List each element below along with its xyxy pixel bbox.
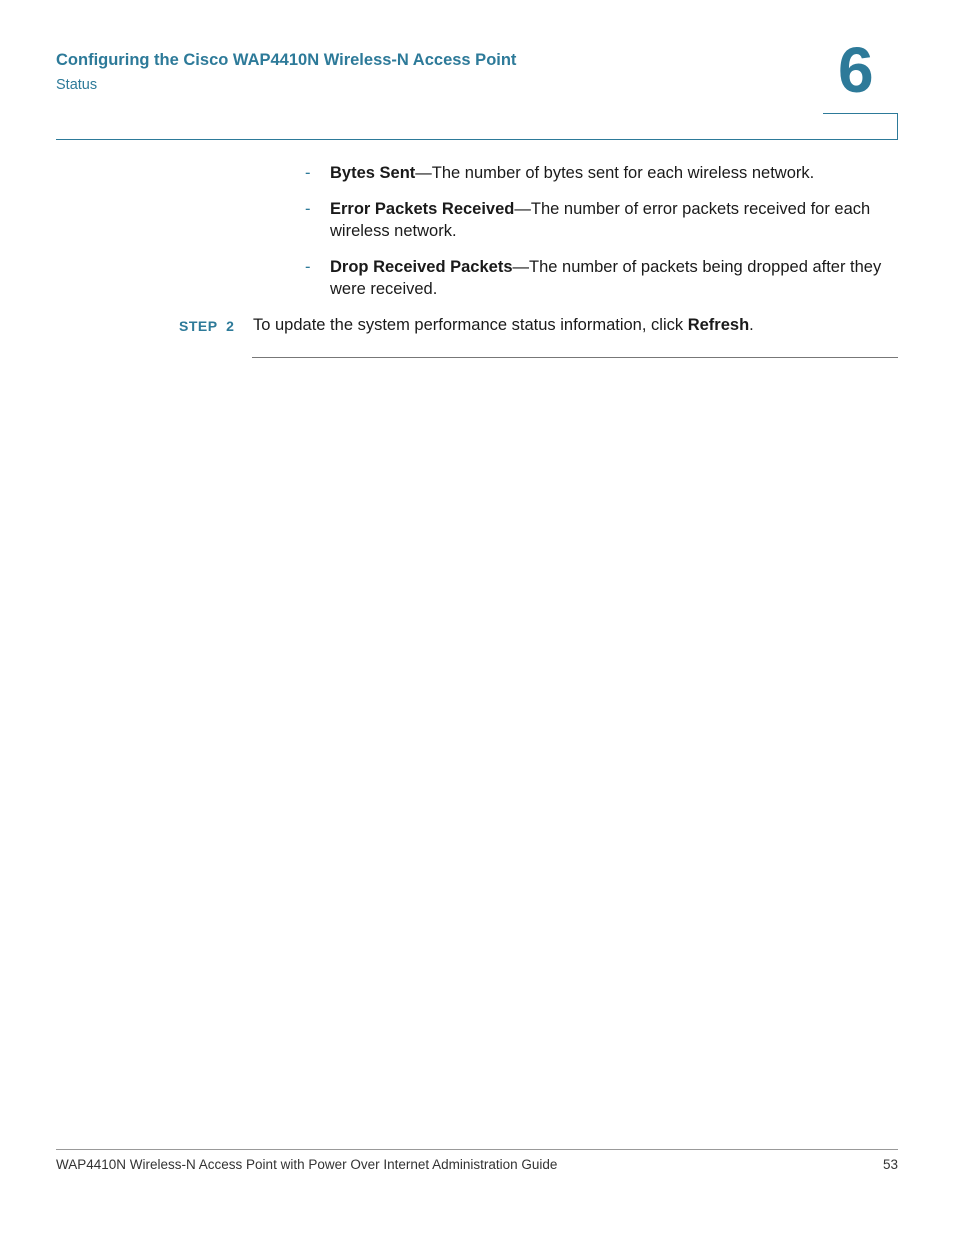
footer-guide-title: WAP4410N Wireless-N Access Point with Power Over Internet Administration Guide: [56, 1157, 558, 1172]
header-divider: [56, 139, 898, 140]
footer-divider: [56, 1149, 898, 1150]
list-item-text: [330, 256, 895, 300]
step-text-before: To update the system performance status information, click: [253, 316, 688, 334]
bullet-dash: -: [305, 164, 311, 182]
list-item-description: —The number of error packets received for each wireless network.: [330, 200, 871, 240]
bullet-dash: -: [305, 258, 311, 276]
list-item-term: Bytes Sent: [330, 164, 416, 182]
step-text: [253, 314, 893, 336]
list-item-term: Error Packets Received: [330, 200, 515, 218]
step-refresh-keyword: Refresh: [687, 316, 750, 334]
list-item-description: —The number of bytes sent for each wireless network.: [415, 164, 815, 182]
header-title: Configuring the Cisco WAP4410N Wireless-N Access Point: [56, 51, 517, 69]
header-section: Status: [56, 77, 98, 93]
chapter-number: 6: [838, 34, 874, 106]
chapter-tab-outline: [823, 113, 898, 140]
procedure-end-divider: [252, 357, 898, 358]
step-label: STEP 2: [179, 318, 235, 334]
list-item-text: [330, 162, 895, 184]
step-text-after: .: [749, 316, 754, 334]
list-item-term: Drop Received Packets: [330, 258, 513, 276]
page-number: 53: [882, 1157, 898, 1172]
list-item-text: [330, 198, 895, 242]
list-item-description: —The number of packets being dropped after they were received.: [330, 258, 882, 298]
bullet-dash: -: [305, 200, 311, 218]
